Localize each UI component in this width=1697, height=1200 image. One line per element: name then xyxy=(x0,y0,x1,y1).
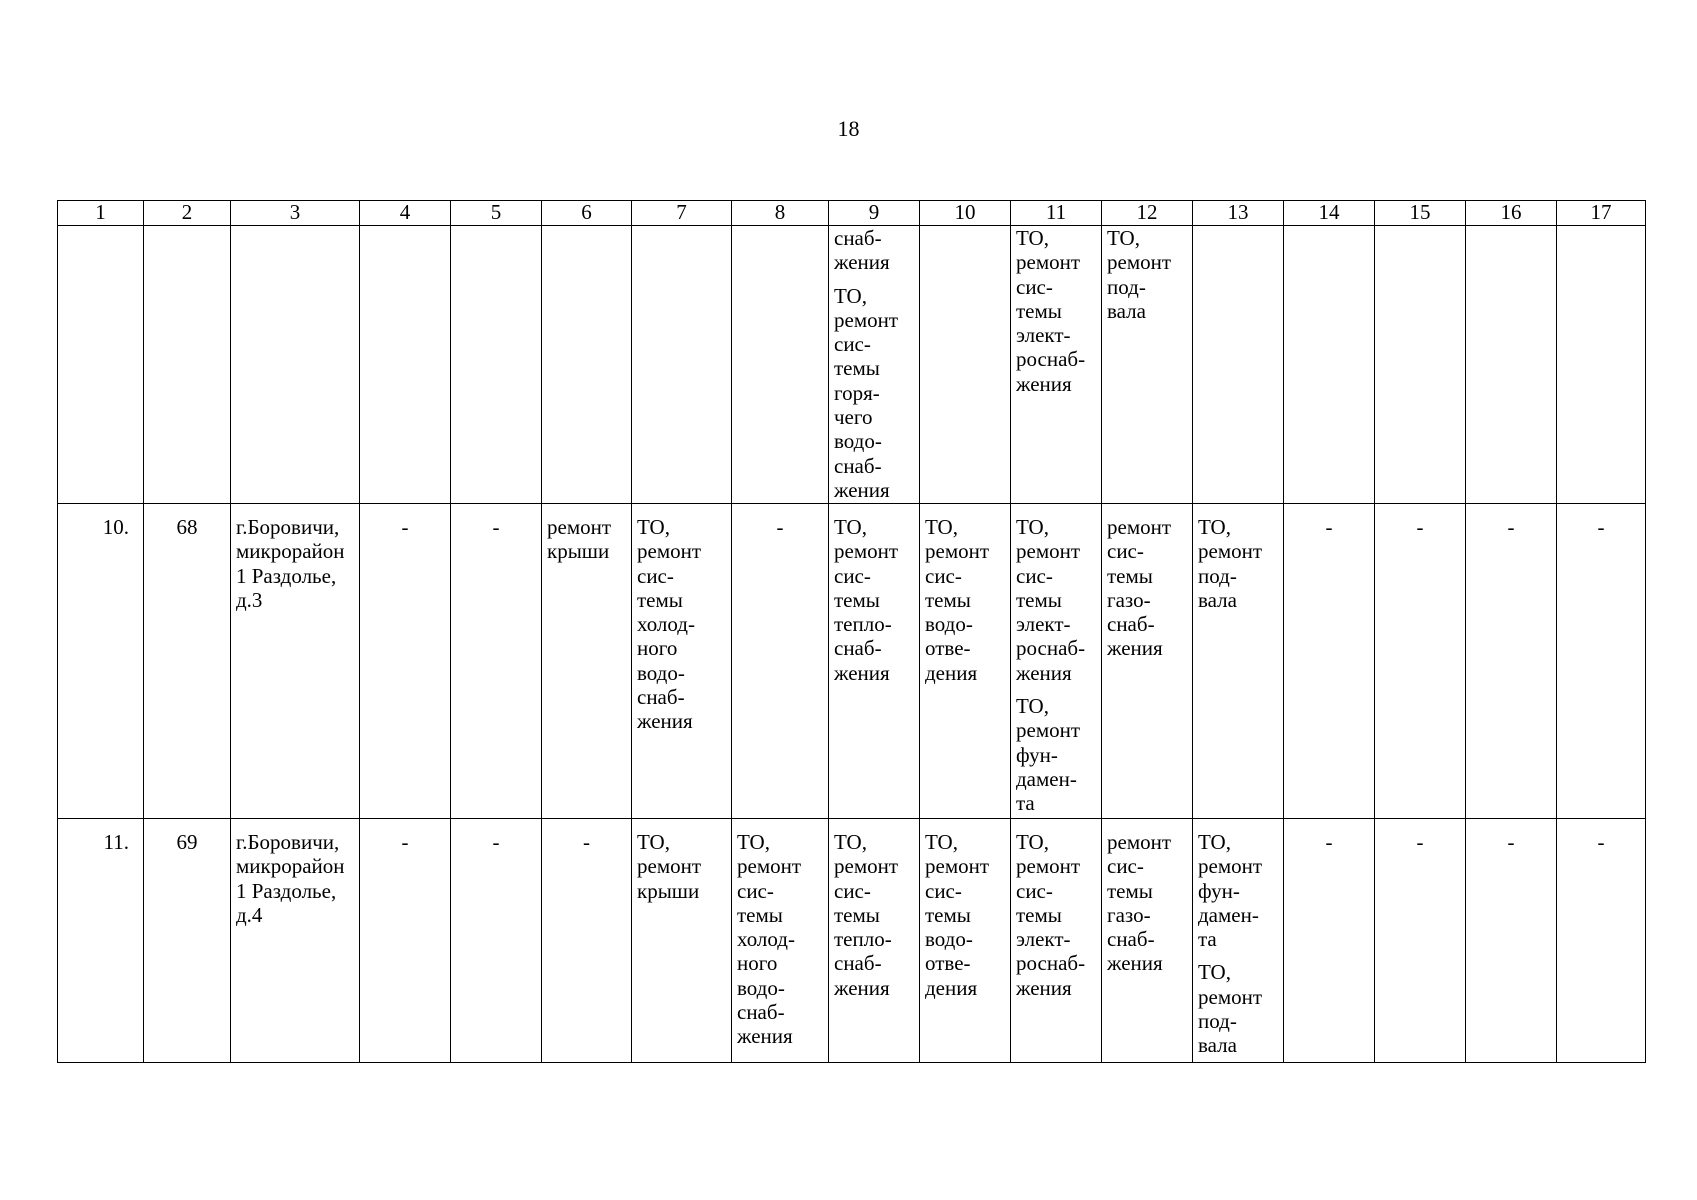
cell-text-block xyxy=(1466,830,1556,854)
cell-text-block xyxy=(732,515,828,539)
cell-text: темы xyxy=(1016,298,1062,323)
cell-text: сис- xyxy=(834,563,871,588)
cell-text: снаб- xyxy=(834,226,882,250)
cell-text: крыши xyxy=(637,878,700,903)
table-cell xyxy=(1102,226,1193,504)
cell-text-block xyxy=(451,830,541,854)
table-cell xyxy=(231,226,360,504)
cell-text: снаб- xyxy=(834,951,882,976)
table-cell xyxy=(632,504,732,819)
table-cell xyxy=(1375,226,1466,504)
cell-text: ТО, xyxy=(1016,830,1049,854)
table-cell xyxy=(1466,504,1557,819)
cell-text-block xyxy=(144,515,230,539)
cell-text: вала xyxy=(1198,1033,1237,1058)
cell-text: та xyxy=(1198,927,1217,952)
table-cell xyxy=(829,504,920,819)
cell-text: сис- xyxy=(1107,854,1144,879)
cell-text: д.3 xyxy=(236,587,263,612)
cell-text: дения xyxy=(925,660,978,685)
table-cell xyxy=(1193,819,1284,1063)
cell-text: - xyxy=(401,515,409,539)
table-cell xyxy=(1102,819,1193,1063)
cell-text-block xyxy=(451,515,541,539)
table-cell xyxy=(1011,819,1102,1063)
cell-text: - xyxy=(401,830,409,854)
page-number: 18 xyxy=(837,116,860,141)
table-cell xyxy=(920,226,1011,504)
cell-text: темы xyxy=(925,587,971,612)
cell-text: 11. xyxy=(103,830,129,854)
cell-text: дамен- xyxy=(1198,902,1259,927)
cell-text: - xyxy=(1416,830,1424,854)
cell-text-block xyxy=(1016,515,1098,685)
cell-text: ТО, xyxy=(1016,515,1049,539)
table-cell xyxy=(542,819,632,1063)
cell-text: холод- xyxy=(637,612,695,637)
cell-text: жения xyxy=(1016,371,1072,396)
cell-text: вала xyxy=(1198,587,1237,612)
cell-text: ремонт xyxy=(1016,539,1081,564)
table-cell xyxy=(920,504,1011,819)
cell-text: элект- xyxy=(1016,323,1071,348)
cell-text: - xyxy=(1507,830,1515,854)
cell-text: крыши xyxy=(547,539,610,564)
cell-text-block xyxy=(63,830,129,854)
table-cell xyxy=(451,819,542,1063)
cell-text: холод- xyxy=(737,927,795,952)
cell-text-block xyxy=(925,830,1007,1000)
cell-text: д.4 xyxy=(236,902,263,927)
cell-text-block xyxy=(547,515,628,564)
table-cell xyxy=(144,504,231,819)
table-header-row xyxy=(58,201,1646,226)
cell-text: тепло- xyxy=(834,612,892,637)
cell-text: 10. xyxy=(102,515,129,539)
cell-text: сис- xyxy=(834,878,871,903)
cell-text: ремонт xyxy=(1107,250,1172,275)
table-cell xyxy=(1284,819,1375,1063)
cell-text: роснаб- xyxy=(1016,636,1086,661)
cell-text: ТО, xyxy=(637,830,670,854)
cell-text: ремонт xyxy=(1198,984,1263,1009)
cell-text: дамен- xyxy=(1016,766,1077,791)
table-row xyxy=(58,504,1646,819)
cell-text: водо- xyxy=(925,612,973,637)
table-cell xyxy=(360,226,451,504)
cell-text: - xyxy=(776,515,784,539)
table-cell xyxy=(1284,504,1375,819)
cell-text-block xyxy=(834,515,916,685)
cell-text-block xyxy=(1375,515,1465,539)
cell-text: микрорайон xyxy=(236,539,345,564)
column-number-16: 16 xyxy=(1466,201,1557,226)
cell-text: жения xyxy=(1107,951,1163,976)
cell-text: темы xyxy=(637,587,683,612)
cell-text: жения xyxy=(834,477,890,502)
cell-text-block xyxy=(360,830,450,854)
cell-text-block xyxy=(1107,830,1189,976)
cell-text: жения xyxy=(1016,975,1072,1000)
cell-text: ТО, xyxy=(834,515,867,539)
cell-text: ТО, xyxy=(1016,226,1049,250)
cell-text: ремонт xyxy=(1016,250,1081,275)
cell-text: - xyxy=(492,515,500,539)
column-number-15: 15 xyxy=(1375,201,1466,226)
cell-text: 1 Раздолье, xyxy=(236,878,337,903)
cell-text: жения xyxy=(834,975,890,1000)
cell-text: снаб- xyxy=(834,636,882,661)
table-cell xyxy=(58,504,144,819)
cell-text: - xyxy=(1325,515,1333,539)
cell-text: сис- xyxy=(925,878,962,903)
column-number-13: 13 xyxy=(1193,201,1284,226)
table-cell xyxy=(1102,504,1193,819)
cell-text-block xyxy=(236,515,356,612)
cell-text: вала xyxy=(1107,298,1146,323)
cell-text: сис- xyxy=(834,332,871,357)
table-cell xyxy=(1375,504,1466,819)
column-number-1: 1 xyxy=(58,201,144,226)
cell-text: г.Боровичи, xyxy=(236,515,340,539)
cell-text: - xyxy=(583,830,590,854)
cell-text: жения xyxy=(834,250,890,275)
table-cell xyxy=(632,226,732,504)
cell-text: сис- xyxy=(637,563,674,588)
cell-text: 68 xyxy=(176,515,198,539)
cell-text: сис- xyxy=(1016,563,1053,588)
cell-text-block xyxy=(1107,515,1189,661)
cell-text: элект- xyxy=(1016,612,1071,637)
cell-text: тепло- xyxy=(834,927,892,952)
table-cell xyxy=(732,504,829,819)
cell-text: фун- xyxy=(1016,742,1058,767)
column-number-14: 14 xyxy=(1284,201,1375,226)
cell-text: ремонт xyxy=(1198,539,1263,564)
table-cell xyxy=(231,504,360,819)
table-cell xyxy=(144,819,231,1063)
cell-text: ремонт xyxy=(1198,854,1263,879)
cell-text-block xyxy=(1284,830,1374,854)
cell-text: снаб- xyxy=(737,1000,785,1025)
cell-text-block xyxy=(542,830,631,854)
cell-text: ремонт xyxy=(925,854,990,879)
cell-text: - xyxy=(1597,515,1605,539)
cell-text: ремонт xyxy=(637,539,702,564)
table-cell xyxy=(542,226,632,504)
table-cell xyxy=(1466,819,1557,1063)
cell-text: водо- xyxy=(925,927,973,952)
column-number-7: 7 xyxy=(632,201,732,226)
cell-text: ТО, xyxy=(834,283,867,308)
cell-text: - xyxy=(1507,515,1515,539)
cell-text: ТО, xyxy=(1198,960,1231,985)
cell-text-block xyxy=(834,226,916,275)
cell-text: - xyxy=(1325,830,1333,854)
cell-text: горя- xyxy=(834,380,880,405)
table-cell xyxy=(1557,819,1646,1063)
cell-text-block xyxy=(360,515,450,539)
cell-text-block xyxy=(63,515,129,539)
cell-text: ремонт xyxy=(834,539,899,564)
column-number-2: 2 xyxy=(144,201,231,226)
cell-text: снаб- xyxy=(1107,927,1155,952)
cell-text: под- xyxy=(1107,274,1146,299)
cell-text: элект- xyxy=(1016,927,1071,952)
cell-text-block xyxy=(236,830,356,927)
cell-text: ремонт xyxy=(834,854,899,879)
cell-text-block xyxy=(144,830,230,854)
cell-text: ТО, xyxy=(1198,830,1231,854)
cell-text: жения xyxy=(1016,660,1072,685)
cell-text: ного xyxy=(637,636,678,661)
table-cell xyxy=(58,819,144,1063)
cell-text: роснаб- xyxy=(1016,951,1086,976)
cell-text: темы xyxy=(834,902,880,927)
cell-text: г.Боровичи, xyxy=(236,830,340,854)
table-cell xyxy=(1284,226,1375,504)
cell-text: ремонт xyxy=(1107,515,1172,539)
cell-text: водо- xyxy=(737,975,785,1000)
table-cell xyxy=(1193,226,1284,504)
cell-text: сис- xyxy=(1016,274,1053,299)
column-number-17: 17 xyxy=(1557,201,1646,226)
table-cell xyxy=(1557,504,1646,819)
cell-text: отве- xyxy=(925,951,971,976)
cell-text: темы xyxy=(737,902,783,927)
table-cell xyxy=(144,226,231,504)
cell-text-block xyxy=(1107,226,1189,323)
table-cell xyxy=(732,226,829,504)
cell-text: под- xyxy=(1198,1009,1237,1034)
table-cell xyxy=(1466,226,1557,504)
cell-text-block xyxy=(1557,830,1645,854)
cell-text: темы xyxy=(1016,587,1062,612)
table-cell xyxy=(1375,819,1466,1063)
cell-text: ТО, xyxy=(925,515,958,539)
cell-text: темы xyxy=(925,902,971,927)
cell-text: темы xyxy=(1016,902,1062,927)
cell-text-block xyxy=(637,515,728,734)
cell-text: ТО, xyxy=(925,830,958,854)
cell-text: фун- xyxy=(1198,878,1240,903)
table-cell xyxy=(542,504,632,819)
cell-text: ремонт xyxy=(1107,830,1172,854)
cell-text: отве- xyxy=(925,636,971,661)
cell-text: - xyxy=(492,830,500,854)
table-cell xyxy=(1011,226,1102,504)
column-number-4: 4 xyxy=(360,201,451,226)
cell-text: ТО, xyxy=(1198,515,1231,539)
cell-text: ремонт xyxy=(637,854,702,879)
cell-text: жения xyxy=(834,660,890,685)
cell-text: чего xyxy=(834,405,873,430)
table-cell xyxy=(829,226,920,504)
cell-text: 69 xyxy=(176,830,198,854)
table-cell xyxy=(632,819,732,1063)
cell-text: газо- xyxy=(1107,902,1151,927)
cell-text-block xyxy=(1016,226,1098,396)
table-cell xyxy=(920,819,1011,1063)
cell-text: микрорайон xyxy=(236,854,345,879)
cell-text-block xyxy=(1284,515,1374,539)
cell-text: ремонт xyxy=(547,515,612,539)
cell-text: ТО, xyxy=(1107,226,1140,250)
cell-text: жения xyxy=(637,709,693,734)
cell-text: ремонт xyxy=(1016,718,1081,743)
cell-text: ТО, xyxy=(1016,694,1049,719)
table-cell xyxy=(231,819,360,1063)
table-cell xyxy=(1193,504,1284,819)
cell-text: газо- xyxy=(1107,587,1151,612)
cell-text-block xyxy=(1466,515,1556,539)
table-cell xyxy=(451,504,542,819)
cell-text: роснаб- xyxy=(1016,347,1086,372)
cell-text-block xyxy=(1198,960,1280,1057)
cell-text: ремонт xyxy=(1016,854,1081,879)
cell-text: водо- xyxy=(637,660,685,685)
cell-text-block xyxy=(1016,694,1098,815)
cell-text: сис- xyxy=(737,878,774,903)
table-cell xyxy=(58,226,144,504)
cell-text: сис- xyxy=(925,563,962,588)
cell-text: темы xyxy=(1107,878,1153,903)
cell-text: 1 Раздолье, xyxy=(236,563,337,588)
cell-text: сис- xyxy=(1016,878,1053,903)
cell-text: ремонт xyxy=(737,854,802,879)
cell-text-block xyxy=(637,830,728,903)
cell-text: та xyxy=(1016,791,1035,816)
cell-text: ремонт xyxy=(925,539,990,564)
cell-text: дения xyxy=(925,975,978,1000)
table-row xyxy=(58,819,1646,1063)
table-cell xyxy=(829,819,920,1063)
cell-text: - xyxy=(1416,515,1424,539)
cell-text-block xyxy=(925,515,1007,685)
cell-text: ного xyxy=(737,951,778,976)
cell-text: водо- xyxy=(834,429,882,454)
cell-text-block xyxy=(737,830,825,1049)
cell-text-block xyxy=(1198,515,1280,612)
cell-text: снаб- xyxy=(834,453,882,478)
cell-text: ТО, xyxy=(737,830,770,854)
column-number-3: 3 xyxy=(231,201,360,226)
column-number-11: 11 xyxy=(1011,201,1102,226)
cell-text: - xyxy=(1597,830,1605,854)
column-number-5: 5 xyxy=(451,201,542,226)
cell-text-block xyxy=(1557,515,1645,539)
cell-text: ТО, xyxy=(637,515,670,539)
cell-text: темы xyxy=(834,356,880,381)
table-cell xyxy=(1011,504,1102,819)
cell-text: темы xyxy=(1107,563,1153,588)
table-cell xyxy=(360,504,451,819)
cell-text: жения xyxy=(1107,636,1163,661)
column-number-6: 6 xyxy=(542,201,632,226)
cell-text: под- xyxy=(1198,563,1237,588)
repair-schedule-table xyxy=(57,200,1646,1063)
cell-text-block xyxy=(834,284,916,503)
cell-text: ремонт xyxy=(834,307,899,332)
table-cell xyxy=(360,819,451,1063)
cell-text: жения xyxy=(737,1024,793,1049)
cell-text: сис- xyxy=(1107,539,1144,564)
column-number-12: 12 xyxy=(1102,201,1193,226)
cell-text-block xyxy=(834,830,916,1000)
cell-text-block xyxy=(1375,830,1465,854)
table-row xyxy=(58,226,1646,504)
table-cell xyxy=(451,226,542,504)
column-number-10: 10 xyxy=(920,201,1011,226)
table-cell xyxy=(732,819,829,1063)
column-number-8: 8 xyxy=(732,201,829,226)
cell-text-block xyxy=(1016,830,1098,1000)
cell-text: снаб- xyxy=(637,685,685,710)
table-cell xyxy=(1557,226,1646,504)
cell-text: ТО, xyxy=(834,830,867,854)
cell-text: снаб- xyxy=(1107,612,1155,637)
cell-text-block xyxy=(1198,830,1280,951)
column-number-9: 9 xyxy=(829,201,920,226)
cell-text: темы xyxy=(834,587,880,612)
